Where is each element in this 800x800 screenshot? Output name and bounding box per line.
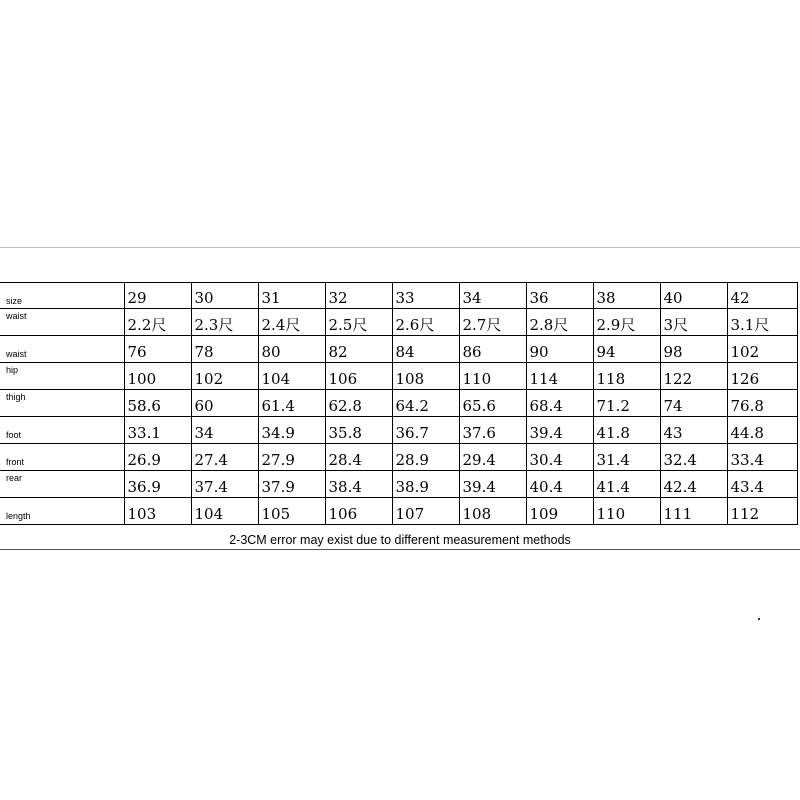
cell-value: 3.1尺 [730, 315, 770, 334]
cell-value: 80 [261, 342, 281, 361]
cell-value: 2.2尺 [127, 315, 167, 334]
table-cell [392, 498, 459, 525]
table-cell [124, 498, 191, 525]
table-cell [660, 283, 727, 309]
row-label: front [6, 457, 25, 467]
cell-value: 2.8尺 [529, 315, 569, 334]
table-cell [459, 390, 526, 417]
row-header-cell [0, 444, 124, 471]
table-cell [191, 471, 258, 498]
cell-value: 44.8 [730, 423, 764, 442]
table-cell [191, 363, 258, 390]
table-cell [526, 417, 593, 444]
table-cell [526, 363, 593, 390]
table-row [0, 390, 797, 417]
table-cell [526, 390, 593, 417]
row-header-cell [0, 471, 124, 498]
cell-value: 36.7 [395, 423, 429, 442]
cell-value: 38 [596, 289, 616, 307]
cell-value: 112 [730, 504, 760, 523]
cell-value: 76 [127, 342, 147, 361]
cell-value: 30 [194, 289, 214, 307]
table-cell [526, 498, 593, 525]
cell-value: 108 [462, 504, 492, 523]
cell-value: 33.4 [730, 450, 764, 469]
row-label: waist [6, 349, 27, 359]
table-cell [392, 390, 459, 417]
table-cell [392, 363, 459, 390]
size-chart-body [0, 283, 797, 525]
row-header-cell [0, 283, 124, 309]
cell-value: 29 [127, 289, 147, 307]
table-cell [526, 309, 593, 336]
cell-value: 32 [328, 289, 348, 307]
cell-value: 30.4 [529, 450, 563, 469]
table-cell [727, 390, 797, 417]
table-cell [459, 309, 526, 336]
table-cell [258, 444, 325, 471]
table-cell [191, 417, 258, 444]
row-label: size [6, 296, 23, 306]
table-cell [325, 444, 392, 471]
row-header-cell [0, 417, 124, 444]
table-cell [191, 444, 258, 471]
table-cell [124, 471, 191, 498]
table-cell [124, 283, 191, 309]
cell-value: 2.9尺 [596, 315, 636, 334]
table-cell [660, 471, 727, 498]
cell-value: 37.9 [261, 477, 295, 496]
cell-value: 42 [730, 289, 750, 307]
table-cell [124, 390, 191, 417]
table-cell [593, 444, 660, 471]
cell-value: 71.2 [596, 396, 630, 415]
cell-value: 62.8 [328, 396, 362, 415]
cell-value: 41.8 [596, 423, 630, 442]
cell-value: 34 [462, 289, 482, 307]
cell-value: 94 [596, 342, 616, 361]
cell-value: 38.4 [328, 477, 362, 496]
table-cell [325, 471, 392, 498]
table-cell [660, 498, 727, 525]
table-cell [593, 283, 660, 309]
table-cell [660, 444, 727, 471]
cell-value: 28.9 [395, 450, 429, 469]
row-header-cell [0, 309, 124, 336]
table-cell [727, 471, 797, 498]
row-label: hip [6, 365, 19, 375]
table-cell [124, 336, 191, 363]
top-divider [0, 247, 800, 248]
table-cell [392, 336, 459, 363]
cell-value: 37.4 [194, 477, 228, 496]
table-cell [593, 471, 660, 498]
cell-value: 39.4 [529, 423, 563, 442]
table-cell [392, 283, 459, 309]
cell-value: 111 [663, 504, 693, 523]
cell-value: 106 [328, 369, 358, 388]
table-cell [660, 309, 727, 336]
table-cell [325, 309, 392, 336]
cell-value: 27.4 [194, 450, 228, 469]
table-cell [191, 309, 258, 336]
table-cell [526, 336, 593, 363]
table-cell [392, 444, 459, 471]
cell-value: 74 [663, 396, 683, 415]
cell-value: 98 [663, 342, 683, 361]
table-cell [660, 336, 727, 363]
row-header-cell [0, 336, 124, 363]
table-cell [191, 390, 258, 417]
table-cell [593, 363, 660, 390]
cell-value: 90 [529, 342, 549, 361]
measurement-note: 2-3CM error may exist due to different measurement methods [229, 533, 571, 547]
bottom-divider [0, 549, 800, 550]
row-label: waist [6, 311, 27, 321]
cell-value: 33.1 [127, 423, 161, 442]
table-cell [459, 283, 526, 309]
table-cell [191, 498, 258, 525]
cell-value: 106 [328, 504, 358, 523]
cell-value: 2.4尺 [261, 315, 301, 334]
table-row [0, 363, 797, 390]
table-cell [593, 390, 660, 417]
table-cell [191, 336, 258, 363]
cell-value: 36.9 [127, 477, 161, 496]
row-header-cell [0, 390, 124, 417]
cell-value: 37.6 [462, 423, 496, 442]
cell-value: 34.9 [261, 423, 295, 442]
cell-value: 38.9 [395, 477, 429, 496]
cell-value: 110 [596, 504, 626, 523]
table-cell [258, 471, 325, 498]
cell-value: 100 [127, 369, 157, 388]
table-cell [459, 444, 526, 471]
table-cell [459, 498, 526, 525]
table-cell [124, 417, 191, 444]
cell-value: 2.7尺 [462, 315, 502, 334]
cell-value: 61.4 [261, 396, 295, 415]
table-cell [392, 471, 459, 498]
table-cell [593, 336, 660, 363]
table-cell [727, 309, 797, 336]
cell-value: 43 [663, 423, 683, 442]
cell-value: 60 [194, 396, 214, 415]
cell-value: 42.4 [663, 477, 697, 496]
cell-value: 32.4 [663, 450, 697, 469]
table-cell [325, 363, 392, 390]
table-cell [660, 390, 727, 417]
cell-value: 76.8 [730, 396, 764, 415]
cell-value: 122 [663, 369, 693, 388]
cell-value: 43.4 [730, 477, 764, 496]
cell-value: 40.4 [529, 477, 563, 496]
cell-value: 110 [462, 369, 492, 388]
cell-value: 39.4 [462, 477, 496, 496]
cell-value: 27.9 [261, 450, 295, 469]
cell-value: 2.5尺 [328, 315, 368, 334]
table-cell [392, 309, 459, 336]
table-cell [593, 498, 660, 525]
table-cell [258, 309, 325, 336]
table-cell [526, 283, 593, 309]
cell-value: 109 [529, 504, 559, 523]
cell-value: 126 [730, 369, 760, 388]
cell-value: 3尺 [663, 315, 689, 334]
table-cell [727, 444, 797, 471]
table-cell [727, 363, 797, 390]
table-cell [325, 336, 392, 363]
cell-value: 35.8 [328, 423, 362, 442]
cell-value: 118 [596, 369, 626, 388]
cell-value: 28.4 [328, 450, 362, 469]
table-cell [593, 417, 660, 444]
table-row [0, 283, 797, 309]
cell-value: 40 [663, 289, 683, 307]
cell-value: 36 [529, 289, 549, 307]
cell-value: 64.2 [395, 396, 429, 415]
table-row [0, 498, 797, 525]
cell-value: 108 [395, 369, 425, 388]
cell-value: 82 [328, 342, 348, 361]
table-row [0, 309, 797, 336]
table-cell [124, 363, 191, 390]
table-cell [727, 283, 797, 309]
cell-value: 103 [127, 504, 157, 523]
cell-value: 107 [395, 504, 425, 523]
cell-value: 2.3尺 [194, 315, 234, 334]
cell-value: 31 [261, 289, 281, 307]
table-row [0, 336, 797, 363]
table-row [0, 471, 797, 498]
table-cell [660, 363, 727, 390]
table-cell [459, 363, 526, 390]
cell-value: 86 [462, 342, 482, 361]
cell-value: 102 [730, 342, 760, 361]
table-cell [325, 417, 392, 444]
table-cell [258, 417, 325, 444]
cell-value: 65.6 [462, 396, 496, 415]
cell-value: 104 [194, 504, 224, 523]
table-cell [258, 283, 325, 309]
cell-value: 68.4 [529, 396, 563, 415]
table-cell [325, 390, 392, 417]
cell-value: 105 [261, 504, 291, 523]
cell-value: 26.9 [127, 450, 161, 469]
cell-value: 114 [529, 369, 559, 388]
table-cell [593, 309, 660, 336]
stray-dot [758, 618, 760, 620]
cell-value: 33 [395, 289, 415, 307]
table-row [0, 444, 797, 471]
row-label: thigh [6, 392, 26, 402]
row-label: rear [6, 473, 23, 483]
table-cell [459, 417, 526, 444]
table-cell [325, 283, 392, 309]
table-cell [727, 417, 797, 444]
cell-value: 104 [261, 369, 291, 388]
table-cell [124, 309, 191, 336]
row-label: length [6, 511, 31, 521]
table-cell [727, 498, 797, 525]
row-label: foot [6, 430, 22, 440]
table-cell [392, 417, 459, 444]
cell-value: 78 [194, 342, 214, 361]
table-row [0, 417, 797, 444]
cell-value: 41.4 [596, 477, 630, 496]
table-cell [660, 417, 727, 444]
table-cell [258, 498, 325, 525]
cell-value: 2.6尺 [395, 315, 435, 334]
table-cell [727, 336, 797, 363]
table-cell [258, 363, 325, 390]
table-cell [191, 283, 258, 309]
cell-value: 31.4 [596, 450, 630, 469]
table-cell [459, 471, 526, 498]
row-header-cell [0, 498, 124, 525]
table-cell [325, 498, 392, 525]
cell-value: 102 [194, 369, 224, 388]
cell-value: 84 [395, 342, 415, 361]
cell-value: 34 [194, 423, 214, 442]
table-cell [258, 336, 325, 363]
row-header-cell [0, 363, 124, 390]
table-cell [258, 390, 325, 417]
table-cell [526, 471, 593, 498]
size-chart-table [0, 282, 798, 525]
table-cell [526, 444, 593, 471]
table-cell [124, 444, 191, 471]
cell-value: 58.6 [127, 396, 161, 415]
cell-value: 29.4 [462, 450, 496, 469]
table-cell [459, 336, 526, 363]
